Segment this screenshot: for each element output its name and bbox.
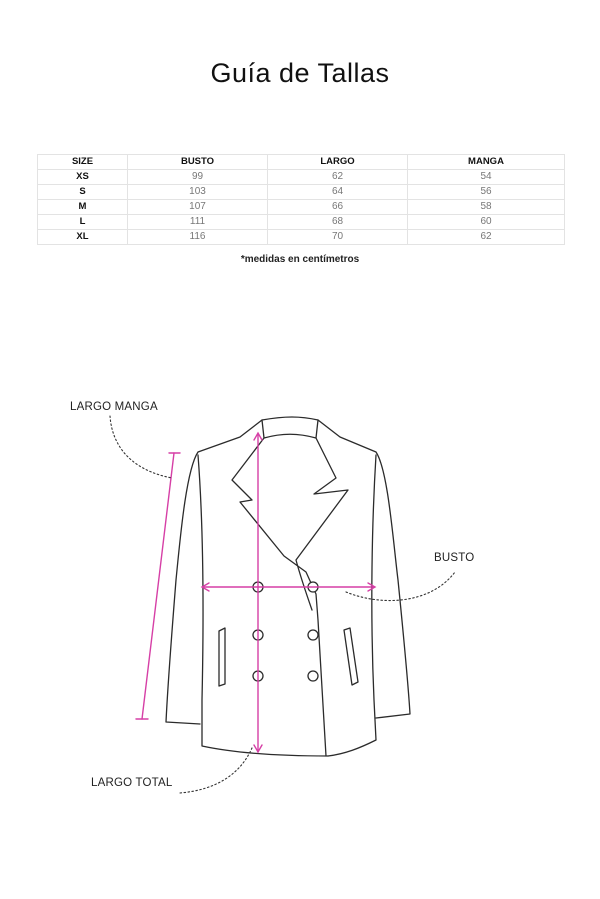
buttons <box>253 582 318 681</box>
largo-cell: 62 <box>268 170 408 185</box>
leader-largo-manga <box>110 416 172 478</box>
right-lapel <box>296 438 348 610</box>
left-sleeve-outline <box>166 420 262 724</box>
left-pocket <box>219 628 225 686</box>
busto-cell: 107 <box>128 200 268 215</box>
label-largo-manga: LARGO MANGA <box>70 401 158 413</box>
collar-band <box>262 417 318 438</box>
measurement-lines <box>136 433 375 752</box>
size-cell: L <box>38 215 128 230</box>
column-header-size: SIZE <box>38 155 128 170</box>
manga-cell: 58 <box>408 200 565 215</box>
busto-cell: 99 <box>128 170 268 185</box>
left-body-outline <box>198 455 328 756</box>
column-header-largo: LARGO <box>268 155 408 170</box>
right-body-outline <box>328 455 376 756</box>
leader-busto <box>346 572 455 601</box>
column-header-busto: BUSTO <box>128 155 268 170</box>
size-cell: M <box>38 200 128 215</box>
button <box>308 671 318 681</box>
size-cell: S <box>38 185 128 200</box>
largo-cell: 64 <box>268 185 408 200</box>
busto-cell: 111 <box>128 215 268 230</box>
busto-cell: 103 <box>128 185 268 200</box>
column-header-manga: MANGA <box>408 155 565 170</box>
right-sleeve-outline <box>318 420 410 718</box>
label-largo-total: LARGO TOTAL <box>91 777 173 789</box>
largo-cell: 70 <box>268 230 408 245</box>
units-note: *medidas en centímetros <box>240 254 360 265</box>
size-cell: XS <box>38 170 128 185</box>
manga-cell: 56 <box>408 185 565 200</box>
manga-cell: 62 <box>408 230 565 245</box>
leader-largo-total <box>180 748 252 793</box>
label-busto: BUSTO <box>434 552 475 564</box>
page-title: Guía de Tallas <box>210 58 390 88</box>
button <box>308 630 318 640</box>
manga-cell: 60 <box>408 215 565 230</box>
largo-cell: 68 <box>268 215 408 230</box>
busto-cell: 116 <box>128 230 268 245</box>
leader-lines <box>110 416 455 793</box>
largo-cell: 66 <box>268 200 408 215</box>
size-cell: XL <box>38 230 128 245</box>
left-lapel <box>232 438 326 756</box>
right-pocket <box>344 628 358 685</box>
manga-cell: 54 <box>408 170 565 185</box>
